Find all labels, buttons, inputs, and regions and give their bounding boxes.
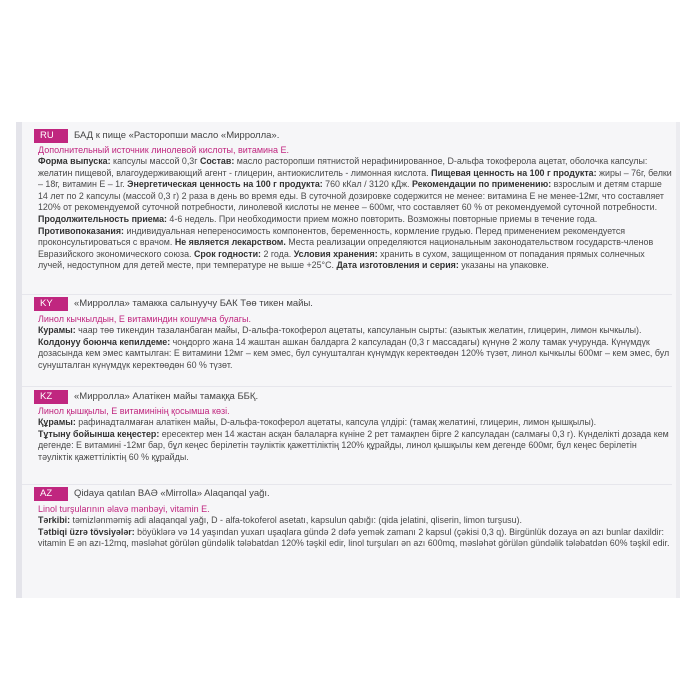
field-label: Дата изготовления и серия: <box>336 260 459 271</box>
field-text: təmizlənməmiş adi alaqanqal yağı, D - alfa-tokoferol asetatı, kapsulun qabığı: (qida jelatini, qliserin, limon turşusu). <box>70 515 522 525</box>
field-text: указаны на упаковке. <box>458 260 549 271</box>
section-subtitle-kz: Линол қышқылы, Е витаминінің қосымша көзі. <box>38 406 230 416</box>
field-text: 4-6 недель. При необходимости прием можно повторить. Возможны повторные приемы в течение года. <box>166 213 598 224</box>
field-label: Противопоказания: <box>38 225 125 236</box>
field-label: Колдонуу боюнча кепилдеме: <box>38 336 171 347</box>
field-text: жиры – 76г, белки – 18г, витамин Е – 1г. <box>38 167 672 190</box>
field-label: Срок годности: <box>193 248 262 259</box>
section-subtitle-ru: Дополнительный источник линолевой кислоты, витамина Е. <box>38 145 290 155</box>
panel-right-edge <box>676 122 680 598</box>
section-divider <box>22 386 672 387</box>
section-body-az <box>38 515 672 550</box>
section-title-ru: БАД к пище «Расторопши масло «Мирролла». <box>74 130 280 141</box>
field-text: чоңдорго жана 14 жаштан ашкан балдарга 2 капсуладан (0,3 г массадагы) күнүнө 2 жолу тамак учурунда. Күнүмдүк дозасында кем эмес камтылган: Е витамини 12мг – кем эмес, бул сунушталган күнүмдүк керектөөдөн 120% түзөт, линол кычкылы 600мг – кем эмес, бул сунушталган күнүмдүк керектөөдөн 60 % түзөт. <box>38 336 670 370</box>
field-label: Курамы: <box>38 325 76 335</box>
field-label: Рекомендации по применению: <box>412 179 552 190</box>
field-text: чаар төө тикендин тазаланбаган майы, D-альфа-токоферол ацетаты, капсуланын сырты: (азыктык желатин, глицерин, лимон кычкылы). <box>75 325 642 335</box>
field-text: ересектер мен 14 жастан асқан балаларға күніне 2 рет тамақпен бірге 2 капсуладан (салмағы 0,3 г). Күнделікті дозада кем дегенде: Е витамині -12мг бар, бұл кеңес берілетін тәуліктік қажеттіліктің 120% құрайды, линол қышқылы кем дегенде 600мг, бұл кеңес берілетін тәуліктік қажеттіліктің 60 % құрайды. <box>38 428 669 462</box>
field-text: хранить в сухом, защищенном от попадания прямых солнечных лучей, недоступном для детей месте, при температуре не выше +25°С. <box>38 248 645 271</box>
field-label: Құрамы: <box>38 417 76 427</box>
field-text: индивидуальная непереносимость компонентов, беременность, кормление грудью. Перед применением рекомендуется проконсультироваться с врачом. <box>38 225 626 248</box>
panel-left-edge <box>16 122 22 598</box>
field-text: взрослым и детям старше 14 лет по 2 капсулы (массой 0,3 г) 2 раза в день во время еды. В суточной дозировке содержится не менее: витамина Е не менее-12мг, что составляет 120% от рекомендуемой суточной потребности, линолевой кислоты не менее – 600мг, что составляет 60 % от рекомендуемой суточной потребности. <box>38 179 664 213</box>
field-label: Не является лекарством. <box>174 237 286 248</box>
field-label: Условия хранения: <box>293 248 378 259</box>
field-text: масло расторопши пятнистой нерафинированное, D-альфа токоферола ацетат, оболочка капсулы: желатин пищевой, влагоудерживающий агент - глицерин, антиокислитель - лимонная кислота. <box>38 156 648 178</box>
lang-badge-kz: KZ <box>34 390 68 404</box>
section-divider <box>22 294 672 295</box>
field-text: Места реализации определяются национальным законодательством государств-членов Евразийского экономического союза. <box>38 237 654 259</box>
field-label: Состав: <box>199 156 235 166</box>
field-label: Пищевая ценность на 100 г продукта: <box>431 167 597 178</box>
lang-badge-az: AZ <box>34 487 68 501</box>
field-text: 760 кКал / 3120 кДж. <box>322 179 412 190</box>
field-label: Продолжительность приема: <box>38 213 167 224</box>
section-divider <box>22 484 672 485</box>
field-text: капсулы массой 0,3г <box>110 156 200 166</box>
field-text: 2 года. <box>261 248 294 259</box>
section-title-az: Qidaya qatılan BAƏ «Mirrolla» Alaqanqal yağı. <box>74 488 270 499</box>
section-title-kz: «Мирролла» Алатікен майы тамаққа ББҚ. <box>74 391 259 402</box>
field-label: Тұтыну бойынша кеңестер: <box>38 428 160 439</box>
field-text: рафинадталмаған алатікен майы, D-альфа-токоферол ацетаты, капсула үлдірі: (тамақ желатині, глицерин, лимон қышқылы). <box>75 417 597 427</box>
section-body-kz <box>38 417 672 463</box>
field-text: böyüklərə və 14 yaşından yuxarı uşaqlara gündə 2 dəfə yemək zamanı 2 kapsul (çəkisi 0,3 q). Birgünlük dozaya ən azı bunlar daxildir: vitamin E ən azı-12mq, məsləhət görülən gündəlik tələbatdan 120% təşkil edir, linol turşuları ən azı 600mq, məsləhət görülən gündəlik tələbatdən 60% təşkil edir. <box>38 526 670 549</box>
field-label: Форма выпуска: <box>38 156 111 166</box>
section-subtitle-ky: Линол кычкылдын, Е витаминдин кошумча булагы. <box>38 314 251 324</box>
section-title-ky: «Мирролла» тамакка салынуучу БАК Төө тикен майы. <box>74 298 313 309</box>
field-label: Энергетическая ценность на 100 г продукта: <box>127 179 323 190</box>
field-label: Tətbiqi üzrə tövsiyələr: <box>38 526 135 537</box>
field-label: Tərkibi: <box>38 515 71 525</box>
lang-badge-ky: KY <box>34 297 68 311</box>
section-subtitle-az: Linol turşularının əlavə mənbəyi, vitamin E. <box>38 504 210 514</box>
section-body-ky <box>38 325 672 371</box>
section-body-ru <box>38 156 672 272</box>
lang-badge-ru: RU <box>34 129 68 143</box>
